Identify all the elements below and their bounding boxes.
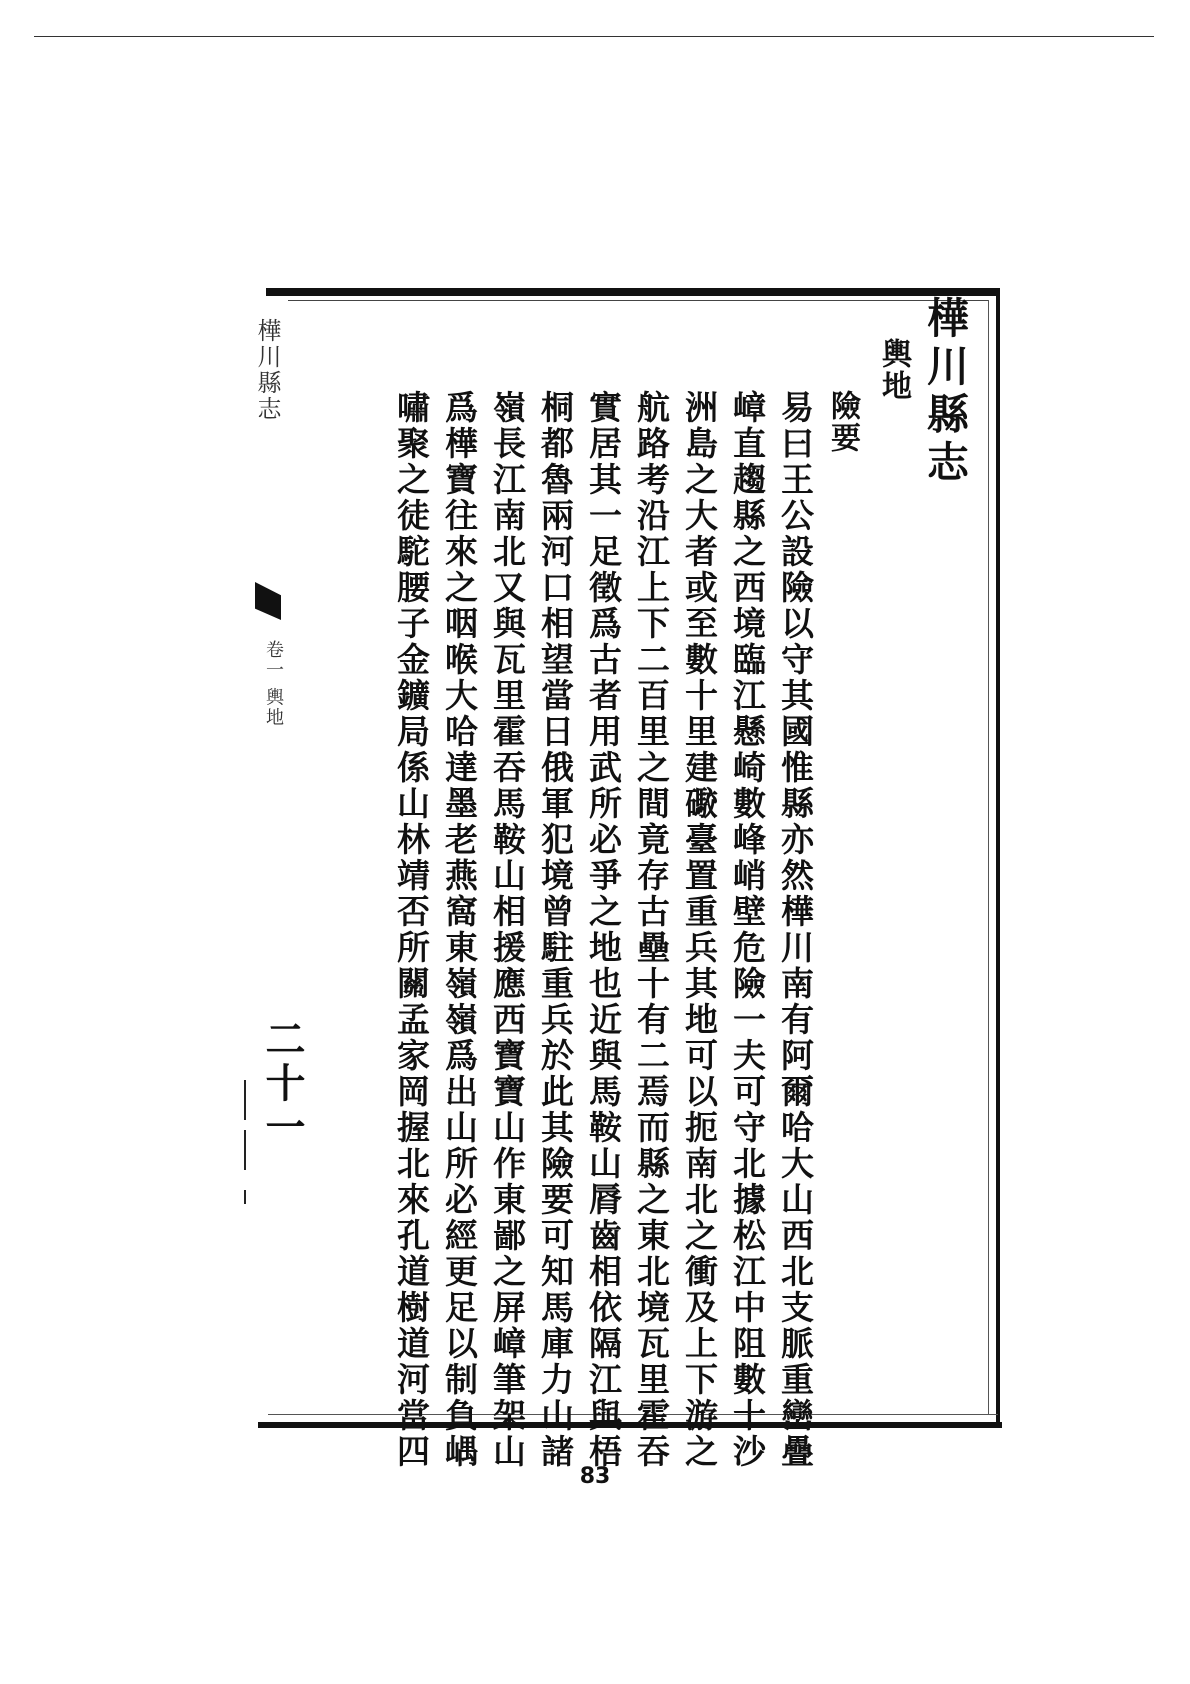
frame-top-inner-border [288, 300, 988, 301]
text-column: 航路考沿江上下二百里之間竟存古壘十有二焉而縣之東北境瓦里霍吞 [632, 390, 671, 1470]
frame-bottom-border [258, 1422, 1002, 1428]
text-column: 嘯聚之徒駝腰子金鑛局係山林靖否所關孟家岡握北來孔道樹道河當四 [392, 390, 431, 1470]
text-column: 易曰王公設險以守其國惟縣亦然樺川南有阿爾哈大山西北支脈重巒疊 [776, 390, 815, 1470]
top-rule [34, 36, 1154, 37]
text-column: 桐都魯兩河口相望當日俄軍犯境曾駐重兵於此其險要可知馬庫力山諸 [536, 390, 575, 1470]
margin-rule [244, 1190, 246, 1204]
subsection-heading: 險要 [825, 390, 860, 454]
frame-right-inner-border [988, 300, 989, 1414]
scan-speck [138, 274, 144, 278]
text-column: 洲島之大者或至數十里建礮臺置重兵其地可以扼南北之衝及上下游之 [680, 390, 719, 1470]
section-heading: 輿地 [876, 338, 911, 402]
frame-top-border [266, 288, 998, 296]
margin-rule [244, 1130, 246, 1170]
text-column: 嶺長江南北又與瓦里霍吞馬鞍山相援應西寶寶山作東鄙之屏嶂筆架山 [488, 390, 527, 1470]
margin-juan-label: 卷一 輿地 [263, 640, 284, 728]
text-column: 實居其一足徵爲古者用武所必爭之地也近與馬鞍山脣齒相依隔江與梧 [584, 390, 623, 1470]
text-column: 爲樺寶往來之咽喉大哈達墨老燕窩東嶺嶺爲出山所必經更足以制負嵎 [440, 390, 479, 1470]
margin-rule [244, 1080, 246, 1120]
book-title: 樺川縣志 [921, 296, 970, 488]
page-number: 83 [579, 1464, 611, 1489]
text-column: 嶂直趨縣之西境臨江懸崎數峰峭壁危險一夫可守北據松江中阻數十沙 [728, 390, 767, 1470]
margin-book-title: 樺川縣志 [253, 318, 281, 422]
frame-right-border [996, 288, 1000, 1428]
margin-folio-number: 二十一 [259, 1018, 306, 1150]
